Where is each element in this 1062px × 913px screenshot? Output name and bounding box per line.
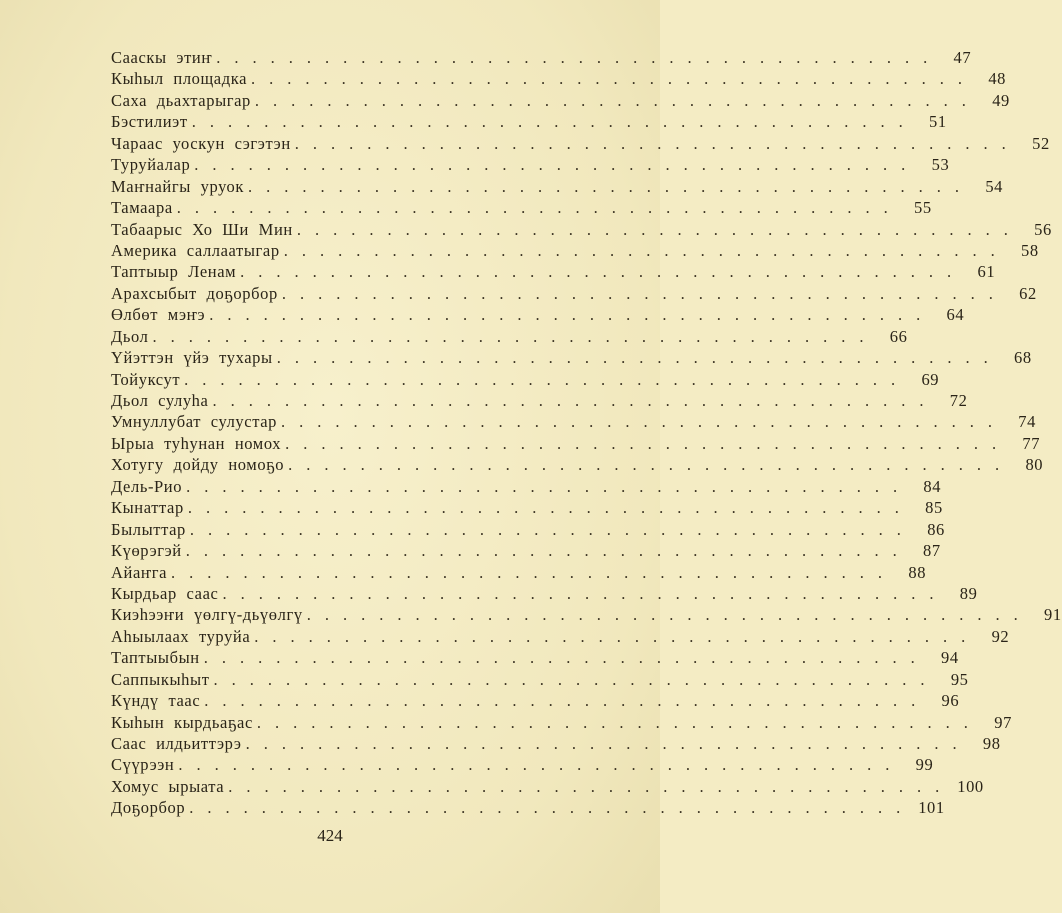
table-of-contents bbox=[111, 47, 1062, 819]
dot-leader: ........................................ bbox=[187, 498, 913, 518]
toc-entry-page: 55 bbox=[914, 198, 932, 218]
dot-leader: ........................................ bbox=[209, 305, 935, 325]
toc-entry-title: Америка саллаатыгар bbox=[111, 240, 280, 260]
dot-leader: ........................................ bbox=[296, 219, 1022, 239]
dot-leader: ........................................ bbox=[276, 348, 1002, 368]
toc-entry bbox=[111, 283, 1037, 304]
toc-entry bbox=[111, 754, 934, 775]
toc-entry-page: 77 bbox=[1022, 433, 1041, 453]
dot-leader: ........................................ bbox=[288, 455, 1014, 475]
dot-leader: ........................................ bbox=[189, 519, 915, 539]
toc-entry bbox=[111, 519, 945, 540]
dot-leader: ........................................ bbox=[171, 562, 897, 582]
dot-leader: ........................................ bbox=[212, 391, 938, 410]
toc-entry-title: Айаҥга bbox=[111, 562, 168, 582]
toc-entry-page: 52 bbox=[1032, 133, 1050, 153]
dot-leader: ........................................ bbox=[283, 240, 1009, 260]
toc-entry bbox=[111, 733, 1001, 754]
dot-leader: ........................................ bbox=[184, 369, 910, 389]
toc-entry-title: Дель-Рио bbox=[111, 476, 183, 496]
toc-entry-page: 92 bbox=[991, 626, 1010, 646]
dot-leader: ........................................ bbox=[228, 776, 954, 796]
toc-entry-page: 89 bbox=[959, 583, 978, 603]
dot-leader: ........................................ bbox=[152, 326, 878, 346]
toc-entry-title: Маҥнайгы уруок bbox=[111, 176, 245, 196]
toc-entry-page: 51 bbox=[928, 112, 947, 132]
dot-leader: ........................................ bbox=[256, 712, 982, 732]
toc-entry-title: Доҕорбор bbox=[111, 798, 186, 818]
toc-entry bbox=[111, 626, 1010, 647]
toc-entry bbox=[111, 712, 1012, 733]
toc-entry-page: 47 bbox=[953, 48, 972, 67]
toc-entry bbox=[111, 390, 968, 411]
toc-entry-page: 94 bbox=[941, 648, 959, 668]
toc-entry bbox=[111, 90, 1010, 111]
toc-entry bbox=[111, 476, 942, 497]
toc-entry-page: 61 bbox=[977, 262, 996, 282]
toc-entry-title: Таптыыбын bbox=[111, 648, 200, 668]
toc-entry-page: 101 bbox=[918, 798, 945, 818]
toc-entry bbox=[111, 562, 927, 583]
dot-leader: ........................................ bbox=[203, 648, 929, 668]
toc-entry-title: Таптыыр Ленам bbox=[111, 262, 237, 282]
toc-entry bbox=[111, 240, 1039, 261]
page-number: 424 bbox=[317, 826, 343, 845]
toc-entry bbox=[111, 776, 984, 797]
toc-entry-title: Былыттар bbox=[111, 519, 186, 539]
toc-entry bbox=[111, 454, 1044, 475]
toc-entry-title: Сааскы этиҥ bbox=[111, 48, 213, 67]
toc-entry bbox=[111, 433, 1041, 454]
dot-leader: ........................................ bbox=[254, 90, 980, 110]
toc-entry bbox=[111, 326, 908, 347]
toc-entry-title: Чараас уоскун сэгэтэн bbox=[111, 133, 291, 153]
toc-entry bbox=[111, 133, 1050, 154]
toc-entry-title: Күөрэгэй bbox=[111, 541, 182, 561]
toc-entry-page: 68 bbox=[1014, 348, 1032, 368]
dot-leader: ........................................ bbox=[204, 691, 930, 711]
toc-entry-title: Киэһээҥи үөлгү-дьүөлгү bbox=[111, 605, 303, 625]
toc-entry-title: Ырыа туһунан номох bbox=[111, 433, 282, 453]
toc-entry-title: Дьол bbox=[111, 326, 149, 346]
dot-leader: ........................................ bbox=[248, 176, 974, 196]
toc-entry-title: Аһыылаах туруйа bbox=[111, 626, 251, 646]
toc-entry-page: 100 bbox=[957, 776, 984, 796]
toc-entry bbox=[111, 347, 1032, 368]
toc-entry bbox=[111, 369, 940, 390]
toc-entry-page: 48 bbox=[988, 69, 1007, 89]
dot-leader: ........................................ bbox=[285, 433, 1011, 453]
toc-entry bbox=[111, 669, 969, 690]
toc-entry-page: 91 bbox=[1043, 605, 1062, 625]
toc-entry-page: 66 bbox=[889, 326, 908, 346]
toc-entry-title: Кынаттар bbox=[111, 498, 184, 518]
toc-entry-title: Арахсыбыт доҕорбор bbox=[111, 283, 278, 303]
toc-entry-page: 87 bbox=[923, 541, 941, 561]
dot-leader: ........................................ bbox=[185, 541, 911, 561]
toc-entry-title: Умнуллубат сулустар bbox=[111, 412, 277, 432]
toc-entry-title: Саппыкыһыт bbox=[111, 669, 210, 689]
dot-leader: ........................................ bbox=[281, 283, 1007, 303]
toc-entry bbox=[111, 261, 996, 282]
toc-entry-title: Табаарыс Хо Ши Мин bbox=[111, 219, 293, 239]
toc-entry-title: Күндү таас bbox=[111, 691, 201, 711]
dot-leader: ........................................ bbox=[254, 626, 980, 646]
toc-entry-page: 86 bbox=[927, 519, 945, 539]
toc-entry bbox=[111, 111, 947, 132]
toc-entry bbox=[111, 604, 1062, 625]
toc-entry bbox=[111, 68, 1007, 89]
toc-entry-page: 64 bbox=[946, 305, 965, 325]
toc-entry-title: Өлбөт мэҥэ bbox=[111, 305, 206, 325]
toc-entry-page: 49 bbox=[992, 90, 1010, 110]
dot-leader: ........................................ bbox=[240, 262, 966, 282]
toc-entry-page: 88 bbox=[908, 562, 927, 582]
toc-entry-title: Кыһыл площадка bbox=[111, 69, 248, 89]
toc-entry bbox=[111, 154, 950, 175]
toc-entry-title: Туруйалар bbox=[111, 155, 191, 175]
toc-entry-title: Кырдьар саас bbox=[111, 583, 219, 603]
toc-entry-page: 80 bbox=[1025, 455, 1044, 475]
toc-entry-page: 84 bbox=[923, 476, 942, 496]
toc-entry-page: 56 bbox=[1034, 219, 1052, 239]
toc-entry-page: 96 bbox=[941, 691, 960, 711]
toc-entry-page: 74 bbox=[1018, 412, 1036, 432]
toc-entry bbox=[111, 540, 941, 561]
toc-entry bbox=[111, 47, 972, 68]
toc-entry-page: 95 bbox=[950, 669, 969, 689]
toc-entry-page: 62 bbox=[1019, 283, 1037, 303]
toc-entry-title: Сүүрээн bbox=[111, 755, 175, 775]
toc-entry-page: 69 bbox=[921, 369, 940, 389]
dot-leader: ........................................ bbox=[194, 155, 920, 175]
dot-leader: ........................................ bbox=[222, 583, 948, 603]
toc-entry-page: 72 bbox=[949, 391, 968, 410]
toc-entry bbox=[111, 411, 1036, 432]
dot-leader: ........................................ bbox=[294, 133, 1020, 153]
dot-leader: ........................................ bbox=[213, 669, 939, 689]
toc-entry-title: Кыһын кырдьаҕас bbox=[111, 712, 253, 732]
toc-entry bbox=[111, 219, 1052, 240]
toc-entry bbox=[111, 497, 943, 518]
dot-leader: ........................................ bbox=[189, 798, 915, 818]
toc-entry bbox=[111, 176, 1004, 197]
dot-leader: ........................................ bbox=[178, 755, 904, 775]
toc-entry-title: Хотугу дойду номоҕо bbox=[111, 455, 285, 475]
dot-leader: ........................................ bbox=[176, 198, 902, 218]
toc-entry-title: Саха дьахтарыгар bbox=[111, 90, 251, 110]
toc-entry-page: 58 bbox=[1021, 240, 1039, 260]
toc-entry bbox=[111, 583, 978, 604]
dot-leader: ........................................ bbox=[251, 69, 977, 89]
toc-entry-page: 97 bbox=[994, 712, 1012, 732]
toc-entry-page: 54 bbox=[985, 176, 1004, 196]
dot-leader: ........................................ bbox=[186, 476, 912, 496]
toc-entry bbox=[111, 304, 965, 325]
toc-entry-title: Саас илдьиттэрэ bbox=[111, 734, 242, 753]
toc-entry-page: 99 bbox=[915, 755, 934, 775]
toc-entry-title: Бэстилиэт bbox=[111, 112, 188, 132]
toc-entry-title: Тойуксут bbox=[111, 369, 181, 389]
toc-entry-title: Тамаара bbox=[111, 198, 173, 218]
toc-entry-title: Үйэттэн үйэ тухары bbox=[111, 348, 273, 368]
dot-leader: ........................................ bbox=[245, 734, 971, 753]
toc-entry bbox=[111, 197, 932, 218]
toc-entry-page: 85 bbox=[925, 498, 943, 518]
toc-entry bbox=[111, 797, 945, 818]
toc-entry bbox=[111, 690, 960, 711]
dot-leader: ........................................ bbox=[191, 112, 917, 132]
toc-entry-page: 98 bbox=[982, 734, 1001, 753]
toc-entry-page: 53 bbox=[931, 155, 950, 175]
toc-entry-title: Хомус ырыата bbox=[111, 776, 225, 796]
toc-entry bbox=[111, 647, 959, 668]
dot-leader: ........................................ bbox=[306, 605, 1032, 625]
toc-entry-title: Дьол сулуһа bbox=[111, 391, 209, 410]
dot-leader: ........................................ bbox=[280, 412, 1006, 432]
dot-leader: ........................................ bbox=[216, 48, 942, 67]
